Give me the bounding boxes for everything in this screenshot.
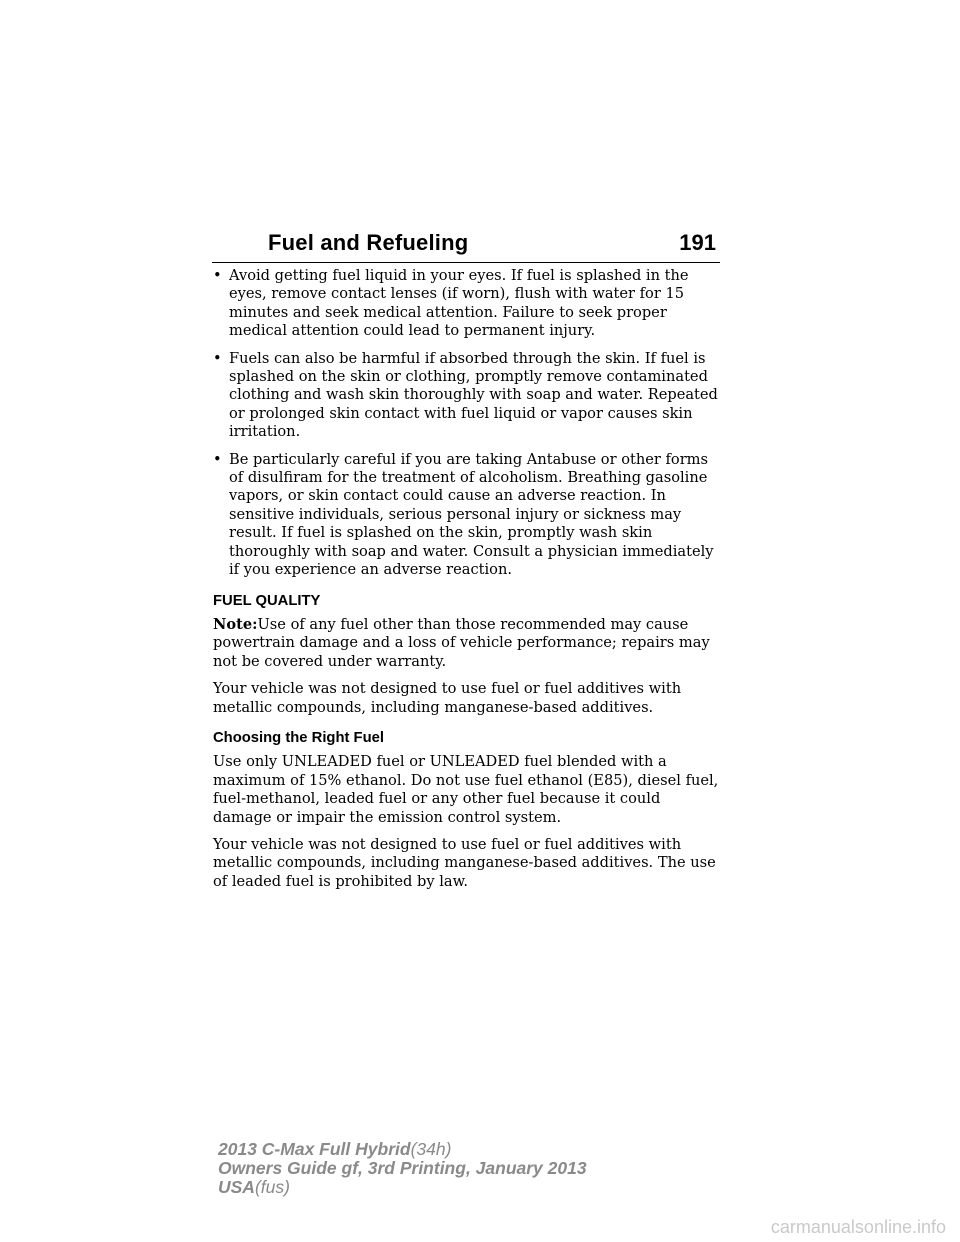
choosing-fuel-heading: Choosing the Right Fuel xyxy=(213,729,384,746)
fuel-quality-paragraph: Your vehicle was not designed to use fuel or fuel additives with metallic compounds, including manganese-based additives. xyxy=(213,680,682,716)
list-item xyxy=(213,350,723,442)
list-item xyxy=(213,451,723,580)
bullet-icon: • xyxy=(213,349,222,367)
list-item-text: Be particularly careful if you are taking Antabuse or other forms of disulfiram for the treatment of alcoholism. Breathing gasoline vapors, or skin contact could cause an adverse reaction. In sensitive individuals, serious personal injury or sickness may result. If fuel is splashed on the skin, promptly wash skin thoroughly with soap and water. Consult a physician immediately if you experience an adverse reaction. xyxy=(229,450,714,579)
list-item xyxy=(213,267,723,341)
warning-list xyxy=(213,267,723,580)
note-label: Note: xyxy=(213,615,258,633)
page-content xyxy=(213,267,723,900)
site-watermark: carmanualsonline.info xyxy=(770,1217,946,1237)
footer-market-code: (fus) xyxy=(254,1177,290,1197)
footer-line-3 xyxy=(218,1178,587,1197)
bullet-icon: • xyxy=(213,267,222,284)
note-text: Use of any fuel other than those recommended may cause powertrain damage and a loss of vehicle performance; repairs may not be covered under warranty. xyxy=(213,615,710,670)
list-item-text: Fuels can also be harmful if absorbed through the skin. If fuel is splashed on the skin or clothing, promptly remove contaminated clothing and wash skin thoroughly with soap and water. Repeated or prolonged skin contact with fuel liquid or vapor causes skin irritation. xyxy=(229,349,718,441)
list-item-text: Avoid getting fuel liquid in your eyes. If fuel is splashed in the eyes, remove contact lenses (if worn), flush with water for 15 minutes and seek medical attention. Failure to seek proper medical attention could lead to permanent injury. xyxy=(229,267,689,340)
footer-line-2 xyxy=(218,1159,587,1178)
footer-model-code: (34h) xyxy=(410,1139,452,1159)
footer-guide-edition: Owners Guide gf, 3rd Printing, January 2013 xyxy=(218,1158,587,1178)
page-header xyxy=(212,226,720,263)
section-title: Fuel and Refueling xyxy=(268,230,469,255)
document-footer xyxy=(218,1140,587,1197)
footer-model: 2013 C-Max Full Hybrid xyxy=(218,1139,411,1159)
page-number: 191 xyxy=(679,230,716,255)
footer-market: USA xyxy=(218,1177,255,1197)
choosing-fuel-paragraph-2: Your vehicle was not designed to use fuel or fuel additives with metallic compounds, including manganese-based additives. The use of leaded fuel is prohibited by law. xyxy=(213,835,716,890)
fuel-quality-note xyxy=(213,616,723,671)
bullet-icon: • xyxy=(213,450,222,468)
footer-line-1 xyxy=(218,1140,587,1159)
fuel-quality-heading: FUEL QUALITY xyxy=(213,592,321,609)
choosing-fuel-paragraph-1: Use only UNLEADED fuel or UNLEADED fuel blended with a maximum of 15% ethanol. Do not use fuel ethanol (E85), diesel fuel, fuel-methanol, leaded fuel or any other fuel because it could damage or impair the emission control system. xyxy=(213,753,719,826)
